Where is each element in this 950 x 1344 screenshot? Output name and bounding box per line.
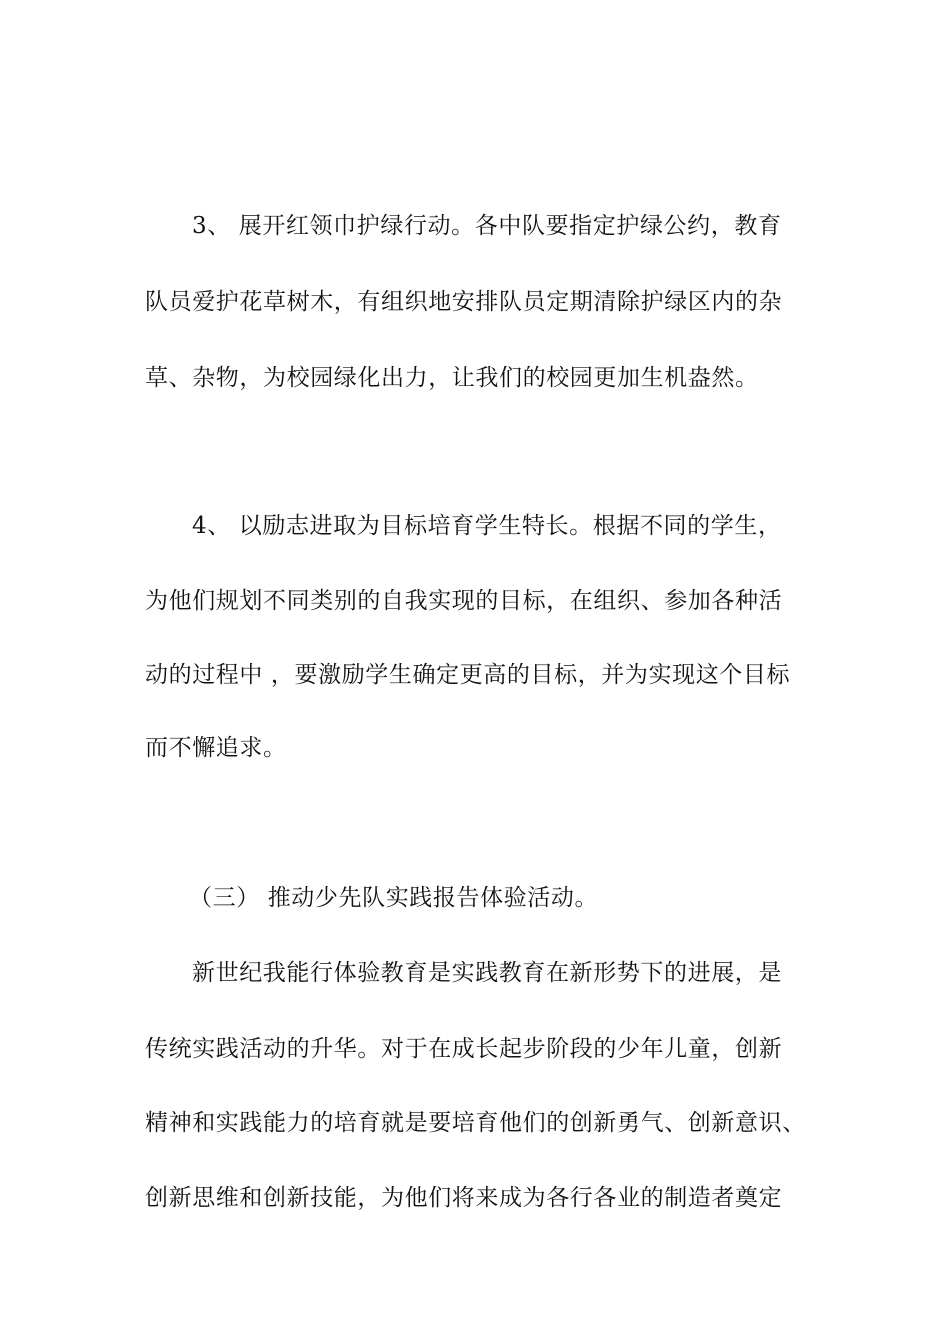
- paragraph-line-1: 新世纪我能行体验教育是实践教育在新形势下的进展，是: [192, 960, 782, 986]
- section-4-line-2: 为他们规划不同类别的自我实现的目标，在组织、参加各种活: [145, 588, 783, 614]
- section-3-line-2: 队员爱护花草树木，有组织地安排队员定期清除护绿区内的杂: [145, 289, 783, 315]
- section-3-line-3: 草、杂物，为校园绿化出力，让我们的校园更加生机盎然。: [145, 365, 759, 391]
- paragraph-line-2: 传统实践活动的升华。对于在成长起步阶段的少年儿童，创新: [145, 1036, 783, 1062]
- section-4-line-4: 而不懈追求。: [145, 735, 287, 761]
- section-4-line-3: 动的过程中 ，要激励学生确定更高的目标，并为实现这个目标: [145, 662, 791, 688]
- heading-three: （三） 推动少先队实践报告体验活动。: [189, 885, 599, 911]
- paragraph-line-3: 精神和实践能力的培育就是要培育他们的创新勇气、创新意识、: [145, 1110, 806, 1136]
- section-4-line-1: 4、 以励志进取为目标培育学生特长。根据不同的学生，: [192, 513, 782, 539]
- paragraph-line-4: 创新思维和创新技能，为他们将来成为各行各业的制造者奠定: [145, 1185, 783, 1211]
- section-3-line-1: 3、 展开红领巾护绿行动。各中队要指定护绿公约，教育: [192, 213, 782, 239]
